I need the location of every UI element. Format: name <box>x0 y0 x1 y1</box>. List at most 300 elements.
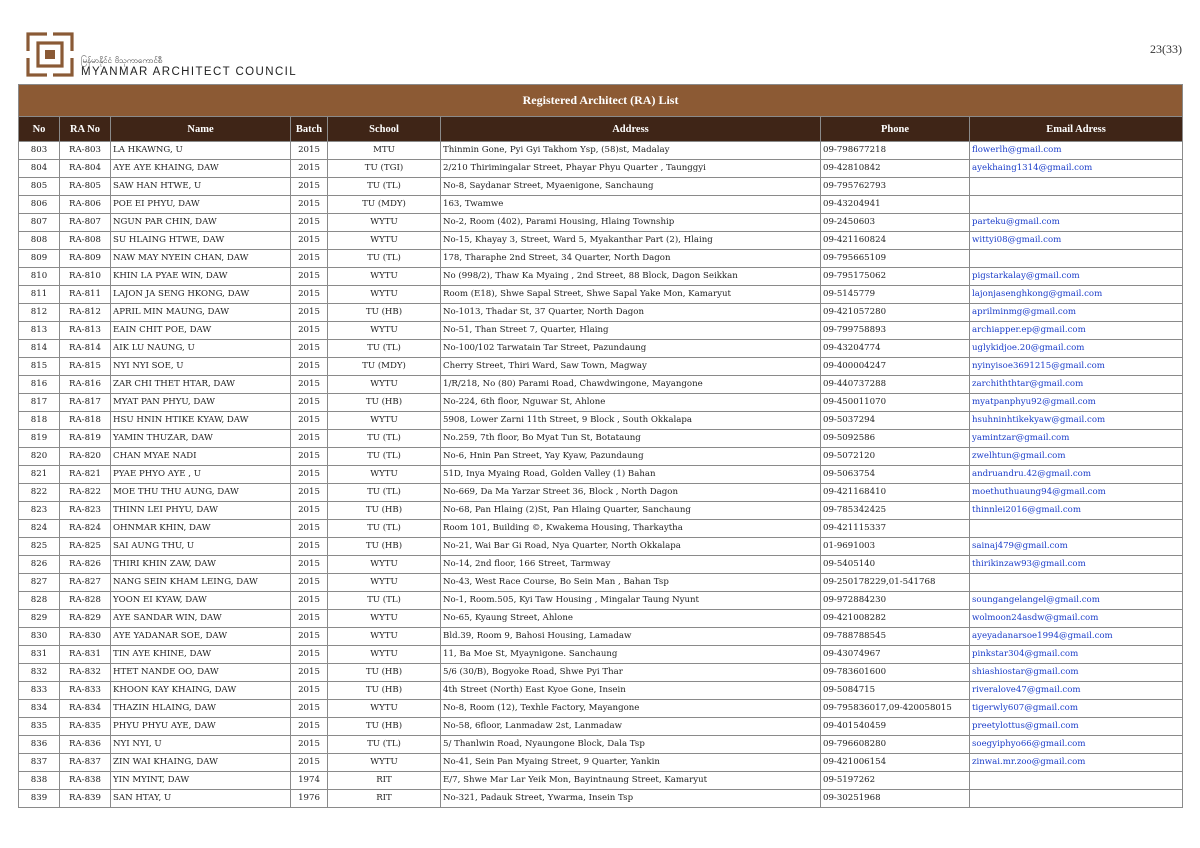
cell-email[interactable]: soungangelangel@gmail.com <box>970 592 1183 610</box>
table-row <box>19 502 1183 520</box>
cell-ra-no: RA-833 <box>60 682 111 700</box>
cell-phone: 09-795665109 <box>821 250 970 268</box>
cell-batch: 2015 <box>291 178 328 196</box>
cell-school: TU (HB) <box>328 304 441 322</box>
cell-email[interactable]: pinkstar304@gmail.com <box>970 646 1183 664</box>
cell-name: NGUN PAR CHIN, DAW <box>111 214 291 232</box>
architect-table <box>18 84 1183 808</box>
cell-name: NYI NYI SOE, U <box>111 358 291 376</box>
cell-phone: 09-440737288 <box>821 376 970 394</box>
table-row <box>19 700 1183 718</box>
cell-email[interactable]: hsuhninhtikekyaw@gmail.com <box>970 412 1183 430</box>
cell-phone: 09-796608280 <box>821 736 970 754</box>
cell-no: 825 <box>19 538 60 556</box>
cell-batch: 2015 <box>291 664 328 682</box>
cell-school: TU (TL) <box>328 430 441 448</box>
cell-no: 828 <box>19 592 60 610</box>
cell-email[interactable]: uglykidjoe.20@gmail.com <box>970 340 1183 358</box>
cell-ra-no: RA-822 <box>60 484 111 502</box>
cell-address: No-65, Kyaung Street, Ahlone <box>441 610 821 628</box>
cell-address: 51D, Inya Myaing Road, Golden Valley (1) Bahan <box>441 466 821 484</box>
cell-name: SAI AUNG THU, U <box>111 538 291 556</box>
cell-name: LAJON JA SENG HKONG, DAW <box>111 286 291 304</box>
cell-ra-no: RA-818 <box>60 412 111 430</box>
cell-phone: 09-795836017,09-420058015 <box>821 700 970 718</box>
cell-name: AYE AYE KHAING, DAW <box>111 160 291 178</box>
cell-batch: 2015 <box>291 610 328 628</box>
cell-phone: 09-400004247 <box>821 358 970 376</box>
cell-phone: 01-9691003 <box>821 538 970 556</box>
table-row <box>19 628 1183 646</box>
table-row <box>19 340 1183 358</box>
cell-ra-no: RA-820 <box>60 448 111 466</box>
cell-name: THINN LEI PHYU, DAW <box>111 502 291 520</box>
cell-no: 829 <box>19 610 60 628</box>
table-row <box>19 214 1183 232</box>
cell-ra-no: RA-812 <box>60 304 111 322</box>
cell-name: TIN AYE KHINE, DAW <box>111 646 291 664</box>
cell-name: SAN HTAY, U <box>111 790 291 808</box>
cell-email[interactable]: flowerlh@gmail.com <box>970 142 1183 160</box>
cell-phone: 09-43204774 <box>821 340 970 358</box>
cell-no: 837 <box>19 754 60 772</box>
cell-email[interactable]: myatpanphyu92@gmail.com <box>970 394 1183 412</box>
cell-batch: 2015 <box>291 214 328 232</box>
cell-ra-no: RA-804 <box>60 160 111 178</box>
table-row <box>19 196 1183 214</box>
cell-school: RIT <box>328 772 441 790</box>
cell-email[interactable]: wittyi08@gmail.com <box>970 232 1183 250</box>
cell-batch: 1976 <box>291 790 328 808</box>
cell-email[interactable]: yamintzar@gmail.com <box>970 430 1183 448</box>
cell-ra-no: RA-825 <box>60 538 111 556</box>
cell-no: 820 <box>19 448 60 466</box>
cell-address: No-51, Than Street 7, Quarter, Hlaing <box>441 322 821 340</box>
cell-phone: 09-5405140 <box>821 556 970 574</box>
cell-ra-no: RA-817 <box>60 394 111 412</box>
table-row <box>19 412 1183 430</box>
cell-email[interactable]: andruandru.42@gmail.com <box>970 466 1183 484</box>
cell-ra-no: RA-835 <box>60 718 111 736</box>
cell-address: No-100/102 Tarwatain Tar Street, Pazundaung <box>441 340 821 358</box>
council-logo <box>26 32 74 77</box>
cell-no: 838 <box>19 772 60 790</box>
cell-batch: 2015 <box>291 232 328 250</box>
table-row <box>19 664 1183 682</box>
cell-school: WYTU <box>328 556 441 574</box>
cell-school: TU (HB) <box>328 718 441 736</box>
cell-name: HSU HNIN HTIKE KYAW, DAW <box>111 412 291 430</box>
cell-school: WYTU <box>328 646 441 664</box>
cell-no: 826 <box>19 556 60 574</box>
council-name-myanmar: မြန်မာနိုင်ငံ ဗိသုကာကောင်စီ <box>81 56 163 65</box>
cell-school: TU (HB) <box>328 538 441 556</box>
cell-ra-no: RA-828 <box>60 592 111 610</box>
cell-name: LA HKAWNG, U <box>111 142 291 160</box>
cell-batch: 2015 <box>291 538 328 556</box>
cell-school: WYTU <box>328 232 441 250</box>
cell-batch: 2015 <box>291 394 328 412</box>
table-row <box>19 466 1183 484</box>
cell-ra-no: RA-803 <box>60 142 111 160</box>
cell-batch: 2015 <box>291 484 328 502</box>
cell-name: SU HLAING HTWE, DAW <box>111 232 291 250</box>
cell-phone: 09-5197262 <box>821 772 970 790</box>
table-row <box>19 322 1183 340</box>
cell-name: AIK LU NAUNG, U <box>111 340 291 358</box>
cell-batch: 2015 <box>291 628 328 646</box>
cell-name: HTET NANDE OO, DAW <box>111 664 291 682</box>
cell-phone: 09-799758893 <box>821 322 970 340</box>
cell-batch: 2015 <box>291 322 328 340</box>
cell-school: TU (TL) <box>328 340 441 358</box>
cell-school: TU (TGI) <box>328 160 441 178</box>
column-header-no: No <box>19 117 60 142</box>
table-body <box>19 142 1183 808</box>
cell-address: Thinmin Gone, Pyi Gyi Takhom Ysp, (58)st, Madalay <box>441 142 821 160</box>
cell-phone: 09-795175062 <box>821 268 970 286</box>
cell-phone: 09-788788545 <box>821 628 970 646</box>
cell-school: TU (TL) <box>328 592 441 610</box>
cell-name: YAMIN THUZAR, DAW <box>111 430 291 448</box>
cell-no: 836 <box>19 736 60 754</box>
cell-address: No-43, West Race Course, Bo Sein Man , Bahan Tsp <box>441 574 821 592</box>
cell-no: 827 <box>19 574 60 592</box>
cell-batch: 2015 <box>291 736 328 754</box>
table-row <box>19 358 1183 376</box>
cell-no: 817 <box>19 394 60 412</box>
cell-address: E/7, Shwe Mar Lar Yeik Mon, Bayintnaung Street, Kamaryut <box>441 772 821 790</box>
cell-batch: 2015 <box>291 142 328 160</box>
table-row <box>19 736 1183 754</box>
cell-batch: 2015 <box>291 304 328 322</box>
cell-ra-no: RA-808 <box>60 232 111 250</box>
cell-ra-no: RA-810 <box>60 268 111 286</box>
cell-phone: 09-5072120 <box>821 448 970 466</box>
cell-no: 805 <box>19 178 60 196</box>
cell-address: 1/R/218, No (80) Parami Road, Chawdwingone, Mayangone <box>441 376 821 394</box>
cell-email[interactable]: aprilminmg@gmail.com <box>970 304 1183 322</box>
cell-batch: 2015 <box>291 466 328 484</box>
cell-batch: 1974 <box>291 772 328 790</box>
table-row <box>19 646 1183 664</box>
cell-ra-no: RA-826 <box>60 556 111 574</box>
cell-ra-no: RA-806 <box>60 196 111 214</box>
cell-email <box>970 790 1183 808</box>
cell-phone: 09-421006154 <box>821 754 970 772</box>
cell-name: NANG SEIN KHAM LEING, DAW <box>111 574 291 592</box>
cell-school: TU (TL) <box>328 736 441 754</box>
cell-school: TU (HB) <box>328 664 441 682</box>
cell-address: Cherry Street, Thiri Ward, Saw Town, Magway <box>441 358 821 376</box>
table-row <box>19 430 1183 448</box>
cell-batch: 2015 <box>291 160 328 178</box>
cell-batch: 2015 <box>291 340 328 358</box>
cell-no: 818 <box>19 412 60 430</box>
cell-school: TU (MDY) <box>328 358 441 376</box>
cell-email[interactable]: parteku@gmail.com <box>970 214 1183 232</box>
table-title: Registered Architect (RA) List <box>19 85 1183 117</box>
cell-school: WYTU <box>328 268 441 286</box>
cell-phone: 09-421008282 <box>821 610 970 628</box>
cell-no: 804 <box>19 160 60 178</box>
cell-address: No-224, 6th floor, Nguwar St, Ahlone <box>441 394 821 412</box>
cell-ra-no: RA-836 <box>60 736 111 754</box>
cell-email[interactable]: archiapper.ep@gmail.com <box>970 322 1183 340</box>
cell-school: WYTU <box>328 286 441 304</box>
cell-batch: 2015 <box>291 412 328 430</box>
cell-email[interactable]: thinnlei2016@gmail.com <box>970 502 1183 520</box>
cell-school: MTU <box>328 142 441 160</box>
column-header-name: Name <box>111 117 291 142</box>
cell-phone: 09-2450603 <box>821 214 970 232</box>
cell-email[interactable]: zinwai.mr.zoo@gmail.com <box>970 754 1183 772</box>
cell-name: MYAT PAN PHYU, DAW <box>111 394 291 412</box>
cell-phone: 09-798677218 <box>821 142 970 160</box>
cell-address: 178, Tharaphe 2nd Street, 34 Quarter, North Dagon <box>441 250 821 268</box>
cell-ra-no: RA-809 <box>60 250 111 268</box>
cell-no: 813 <box>19 322 60 340</box>
cell-batch: 2015 <box>291 268 328 286</box>
cell-no: 803 <box>19 142 60 160</box>
cell-ra-no: RA-819 <box>60 430 111 448</box>
table-row <box>19 574 1183 592</box>
cell-school: RIT <box>328 790 441 808</box>
cell-school: TU (TL) <box>328 250 441 268</box>
cell-name: SAW HAN HTWE, U <box>111 178 291 196</box>
cell-no: 808 <box>19 232 60 250</box>
cell-batch: 2015 <box>291 682 328 700</box>
cell-email[interactable]: pigstarkalay@gmail.com <box>970 268 1183 286</box>
cell-no: 821 <box>19 466 60 484</box>
cell-no: 814 <box>19 340 60 358</box>
cell-phone: 09-5092586 <box>821 430 970 448</box>
cell-address: No-321, Padauk Street, Ywarma, Insein Tsp <box>441 790 821 808</box>
cell-batch: 2015 <box>291 196 328 214</box>
cell-no: 807 <box>19 214 60 232</box>
cell-email[interactable]: wolmoon24asdw@gmail.com <box>970 610 1183 628</box>
cell-email[interactable]: riveralove47@gmail.com <box>970 682 1183 700</box>
cell-batch: 2015 <box>291 376 328 394</box>
cell-no: 809 <box>19 250 60 268</box>
cell-school: TU (MDY) <box>328 196 441 214</box>
cell-phone: 09-250178229,01-541768 <box>821 574 970 592</box>
cell-address: No-1013, Thadar St, 37 Quarter, North Dagon <box>441 304 821 322</box>
cell-address: No-14, 2nd floor, 166 Street, Tarmway <box>441 556 821 574</box>
cell-email[interactable]: moethuthuaung94@gmail.com <box>970 484 1183 502</box>
cell-ra-no: RA-830 <box>60 628 111 646</box>
cell-no: 811 <box>19 286 60 304</box>
cell-name: APRIL MIN MAUNG, DAW <box>111 304 291 322</box>
cell-address: No-41, Sein Pan Myaing Street, 9 Quarter, Yankin <box>441 754 821 772</box>
cell-address: Room (E18), Shwe Sapal Street, Shwe Sapal Yake Mon, Kamaryut <box>441 286 821 304</box>
cell-no: 830 <box>19 628 60 646</box>
cell-phone: 09-783601600 <box>821 664 970 682</box>
cell-phone: 09-421160824 <box>821 232 970 250</box>
cell-ra-no: RA-805 <box>60 178 111 196</box>
cell-school: TU (TL) <box>328 520 441 538</box>
cell-address: No-669, Da Ma Yarzar Street 36, Block , North Dagon <box>441 484 821 502</box>
cell-email[interactable]: soegyiphyo66@gmail.com <box>970 736 1183 754</box>
cell-no: 835 <box>19 718 60 736</box>
cell-phone: 09-5037294 <box>821 412 970 430</box>
cell-name: ZAR CHI THET HTAR, DAW <box>111 376 291 394</box>
cell-address: 163, Twamwe <box>441 196 821 214</box>
table-row <box>19 286 1183 304</box>
cell-no: 816 <box>19 376 60 394</box>
cell-address: No-1, Room.505, Kyi Taw Housing , Mingalar Taung Nyunt <box>441 592 821 610</box>
cell-ra-no: RA-829 <box>60 610 111 628</box>
cell-no: 823 <box>19 502 60 520</box>
council-name <box>81 56 297 79</box>
cell-school: WYTU <box>328 574 441 592</box>
table-row <box>19 556 1183 574</box>
cell-ra-no: RA-813 <box>60 322 111 340</box>
cell-batch: 2015 <box>291 502 328 520</box>
table-row <box>19 538 1183 556</box>
cell-batch: 2015 <box>291 430 328 448</box>
cell-school: TU (HB) <box>328 394 441 412</box>
cell-ra-no: RA-832 <box>60 664 111 682</box>
cell-address: 11, Ba Moe St, Myaynigone. Sanchaung <box>441 646 821 664</box>
cell-address: 4th Street (North) East Kyoe Gone, Insein <box>441 682 821 700</box>
cell-ra-no: RA-839 <box>60 790 111 808</box>
cell-address: No-8, Room (12), Texhle Factory, Mayangone <box>441 700 821 718</box>
cell-name: MOE THU THU AUNG, DAW <box>111 484 291 502</box>
cell-email[interactable]: shiashiostar@gmail.com <box>970 664 1183 682</box>
cell-email[interactable]: preetylottus@gmail.com <box>970 718 1183 736</box>
cell-school: TU (HB) <box>328 502 441 520</box>
cell-email[interactable]: ayeyadanarsoe1994@gmail.com <box>970 628 1183 646</box>
cell-school: WYTU <box>328 754 441 772</box>
table-row <box>19 772 1183 790</box>
cell-name: EAIN CHIT POE, DAW <box>111 322 291 340</box>
table-row <box>19 754 1183 772</box>
cell-email <box>970 772 1183 790</box>
cell-no: 824 <box>19 520 60 538</box>
cell-batch: 2015 <box>291 574 328 592</box>
table-row <box>19 304 1183 322</box>
cell-batch: 2015 <box>291 250 328 268</box>
cell-school: WYTU <box>328 412 441 430</box>
cell-phone: 09-421057280 <box>821 304 970 322</box>
cell-name: AYE SANDAR WIN, DAW <box>111 610 291 628</box>
cell-phone: 09-421168410 <box>821 484 970 502</box>
cell-batch: 2015 <box>291 520 328 538</box>
cell-no: 812 <box>19 304 60 322</box>
cell-no: 806 <box>19 196 60 214</box>
cell-ra-no: RA-824 <box>60 520 111 538</box>
cell-phone: 09-30251968 <box>821 790 970 808</box>
cell-school: WYTU <box>328 700 441 718</box>
cell-email[interactable]: ayekhaing1314@gmail.com <box>970 160 1183 178</box>
table-row <box>19 790 1183 808</box>
cell-no: 831 <box>19 646 60 664</box>
cell-ra-no: RA-838 <box>60 772 111 790</box>
cell-name: YOON EI KYAW, DAW <box>111 592 291 610</box>
cell-address: No (998/2), Thaw Ka Myaing , 2nd Street, 88 Block, Dagon Seikkan <box>441 268 821 286</box>
cell-phone: 09-972884230 <box>821 592 970 610</box>
cell-ra-no: RA-807 <box>60 214 111 232</box>
cell-batch: 2015 <box>291 358 328 376</box>
page-number: 23(33) <box>1150 42 1182 56</box>
cell-address: 5908, Lower Zarni 11th Street, 9 Block , South Okkalapa <box>441 412 821 430</box>
cell-email[interactable]: tigerwly607@gmail.com <box>970 700 1183 718</box>
cell-ra-no: RA-823 <box>60 502 111 520</box>
cell-address: No-2, Room (402), Parami Housing, Hlaing Township <box>441 214 821 232</box>
cell-batch: 2015 <box>291 592 328 610</box>
table-row <box>19 268 1183 286</box>
cell-school: WYTU <box>328 466 441 484</box>
cell-ra-no: RA-815 <box>60 358 111 376</box>
cell-email[interactable]: thirikinzaw93@gmail.com <box>970 556 1183 574</box>
cell-batch: 2015 <box>291 286 328 304</box>
table-row <box>19 250 1183 268</box>
cell-address: No-58, 6floor, Lanmadaw 2st, Lanmadaw <box>441 718 821 736</box>
cell-no: 839 <box>19 790 60 808</box>
cell-ra-no: RA-834 <box>60 700 111 718</box>
cell-email <box>970 178 1183 196</box>
cell-email[interactable]: lajonjasenghkong@gmail.com <box>970 286 1183 304</box>
cell-no: 833 <box>19 682 60 700</box>
cell-ra-no: RA-821 <box>60 466 111 484</box>
cell-school: WYTU <box>328 628 441 646</box>
table-row <box>19 394 1183 412</box>
cell-name: KHOON KAY KHAING, DAW <box>111 682 291 700</box>
cell-school: WYTU <box>328 376 441 394</box>
cell-name: PHYU PHYU AYE, DAW <box>111 718 291 736</box>
cell-batch: 2015 <box>291 700 328 718</box>
cell-ra-no: RA-814 <box>60 340 111 358</box>
cell-ra-no: RA-837 <box>60 754 111 772</box>
cell-address: No-68, Pan Hlaing (2)St, Pan Hlaing Quarter, Sanchaung <box>441 502 821 520</box>
cell-address: 5/ Thanlwin Road, Nyaungone Block, Dala Tsp <box>441 736 821 754</box>
table-row <box>19 520 1183 538</box>
column-header-batch: Batch <box>291 117 328 142</box>
cell-address: No-8, Saydanar Street, Myaenigone, Sanchaung <box>441 178 821 196</box>
cell-email[interactable]: zwelhtun@gmail.com <box>970 448 1183 466</box>
cell-address: No.259, 7th floor, Bo Myat Tun St, Botataung <box>441 430 821 448</box>
cell-no: 819 <box>19 430 60 448</box>
cell-name: YIN MYINT, DAW <box>111 772 291 790</box>
cell-name: THAZIN HLAING, DAW <box>111 700 291 718</box>
cell-ra-no: RA-831 <box>60 646 111 664</box>
table-row <box>19 682 1183 700</box>
cell-email <box>970 574 1183 592</box>
cell-school: WYTU <box>328 214 441 232</box>
column-header-school: School <box>328 117 441 142</box>
cell-address: No-21, Wai Bar Gi Road, Nya Quarter, North Okkalapa <box>441 538 821 556</box>
cell-address: Bld.39, Room 9, Bahosi Housing, Lamadaw <box>441 628 821 646</box>
column-header-row <box>19 117 1183 142</box>
cell-no: 822 <box>19 484 60 502</box>
cell-batch: 2015 <box>291 448 328 466</box>
cell-name: AYE YADANAR SOE, DAW <box>111 628 291 646</box>
cell-school: WYTU <box>328 610 441 628</box>
cell-email[interactable]: nyinyisoe3691215@gmail.com <box>970 358 1183 376</box>
cell-email[interactable]: sainaj479@gmail.com <box>970 538 1183 556</box>
column-header-address: Address <box>441 117 821 142</box>
table-row <box>19 178 1183 196</box>
cell-email[interactable]: zarchiththtar@gmail.com <box>970 376 1183 394</box>
cell-no: 810 <box>19 268 60 286</box>
cell-name: THIRI KHIN ZAW, DAW <box>111 556 291 574</box>
cell-phone: 09-43204941 <box>821 196 970 214</box>
cell-phone: 09-5145779 <box>821 286 970 304</box>
cell-ra-no: RA-816 <box>60 376 111 394</box>
cell-school: TU (TL) <box>328 448 441 466</box>
cell-name: NYI NYI, U <box>111 736 291 754</box>
